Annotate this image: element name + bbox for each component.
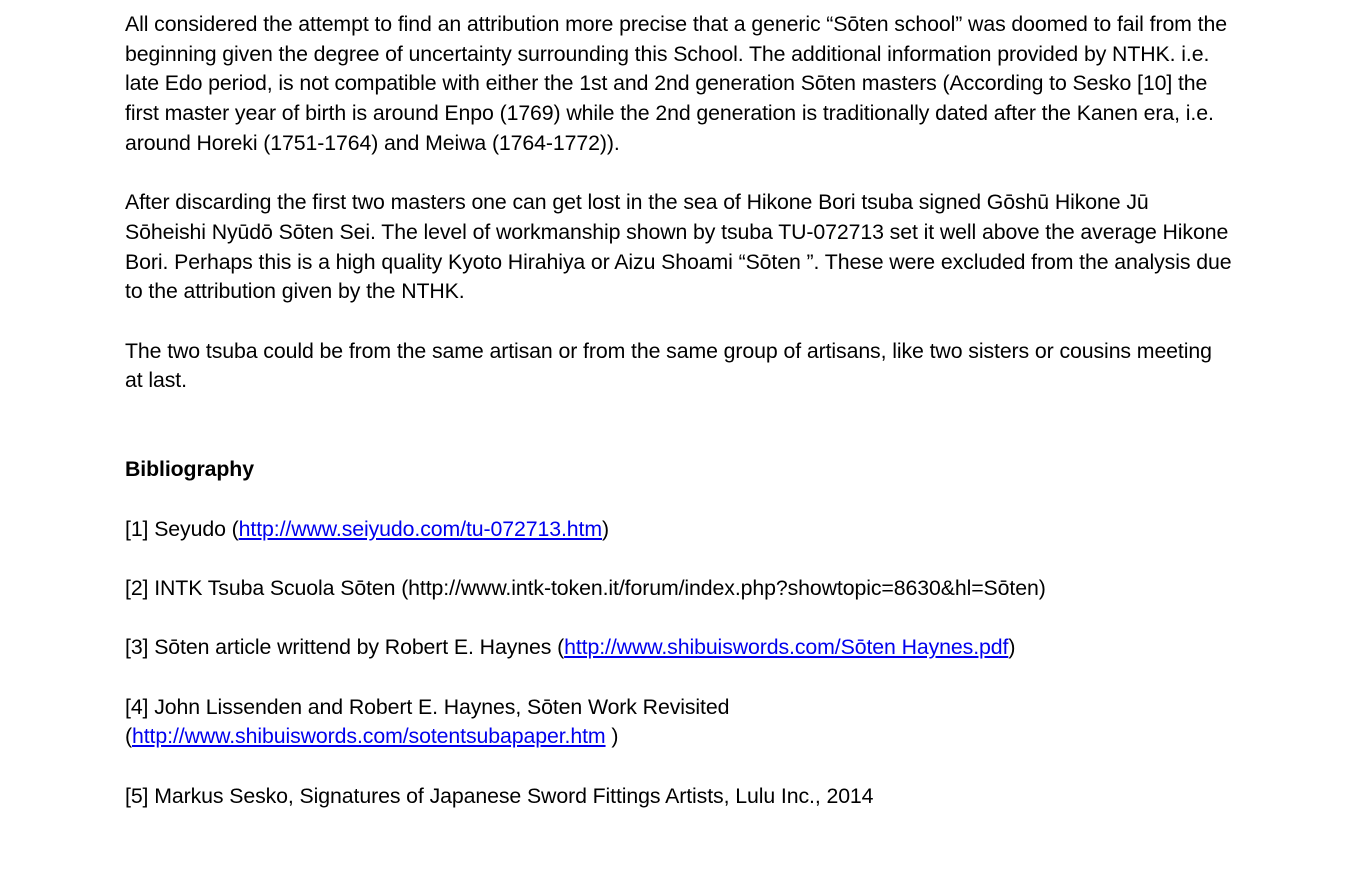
reference-3-suffix: ) (1008, 635, 1016, 660)
reference-1-link[interactable]: http://www.seiyudo.com/tu-072713.htm (238, 516, 603, 541)
reference-3-text: [3] Sōten article writtend by Robert E. Haynes ( (125, 635, 565, 660)
reference-4-link[interactable]: http://www.shibuiswords.com/sotentsubapaper.htm (132, 724, 606, 749)
reference-2 (125, 574, 1235, 604)
reference-5-text: [5] Markus Sesko, Signatures of Japanese Sword Fittings Artists, Lulu Inc., 2014 (125, 783, 874, 808)
reference-1 (125, 515, 1235, 545)
reference-3 (125, 633, 1235, 663)
reference-4-text: [4] John Lissenden and Robert E. Haynes, Sōten Work Revisited (125, 694, 730, 719)
bibliography-heading: Bibliography (125, 457, 254, 482)
document-page (125, 10, 1235, 841)
reference-2-text: [2] INTK Tsuba Scuola Sōten (http://www.intk-token.it/forum/index.php?showtopic=8630&hl=Sōten) (125, 575, 1046, 600)
reference-5 (125, 782, 1235, 812)
reference-1-text: [1] Seyudo ( (125, 516, 239, 541)
reference-1-suffix: ) (602, 516, 610, 541)
reference-4-open-paren: ( (125, 724, 132, 749)
reference-4-suffix: ) (605, 724, 619, 749)
reference-3-link[interactable]: http://www.shibuiswords.com/Sōten Haynes.pdf (564, 635, 1009, 660)
reference-4 (125, 693, 1235, 752)
paragraph-1: All considered the attempt to find an attribution more precise that a generic “Sōten school” was doomed to fail from the beginning given the degree of uncertainty surrounding this School. The additional information provided by NTHK. i.e. late Edo period, is not compatible with either the 1st and 2nd generation Sōten masters (According to Sesko [10] the first master year of birth is around Enpo (1769) while the 2nd generation is traditionally dated after the Kanen era, i.e. around Horeki (1751-1764) and Meiwa (1764-1772)). (125, 12, 1227, 155)
paragraph-2: After discarding the first two masters one can get lost in the sea of Hikone Bori tsuba signed Gōshū Hikone Jū Sōheishi Nyūdō Sōten Sei. The level of workmanship shown by tsuba TU-072713 set it well above the average Hikone Bori. Perhaps this is a high quality Kyoto Hirahiya or Aizu Shoami “Sōten ”. These were excluded from the analysis due to the attribution given by the NTHK. (125, 190, 1232, 304)
paragraph-3: The two tsuba could be from the same artisan or from the same group of artisans, like two sisters or cousins meeting at last. (125, 338, 1212, 393)
